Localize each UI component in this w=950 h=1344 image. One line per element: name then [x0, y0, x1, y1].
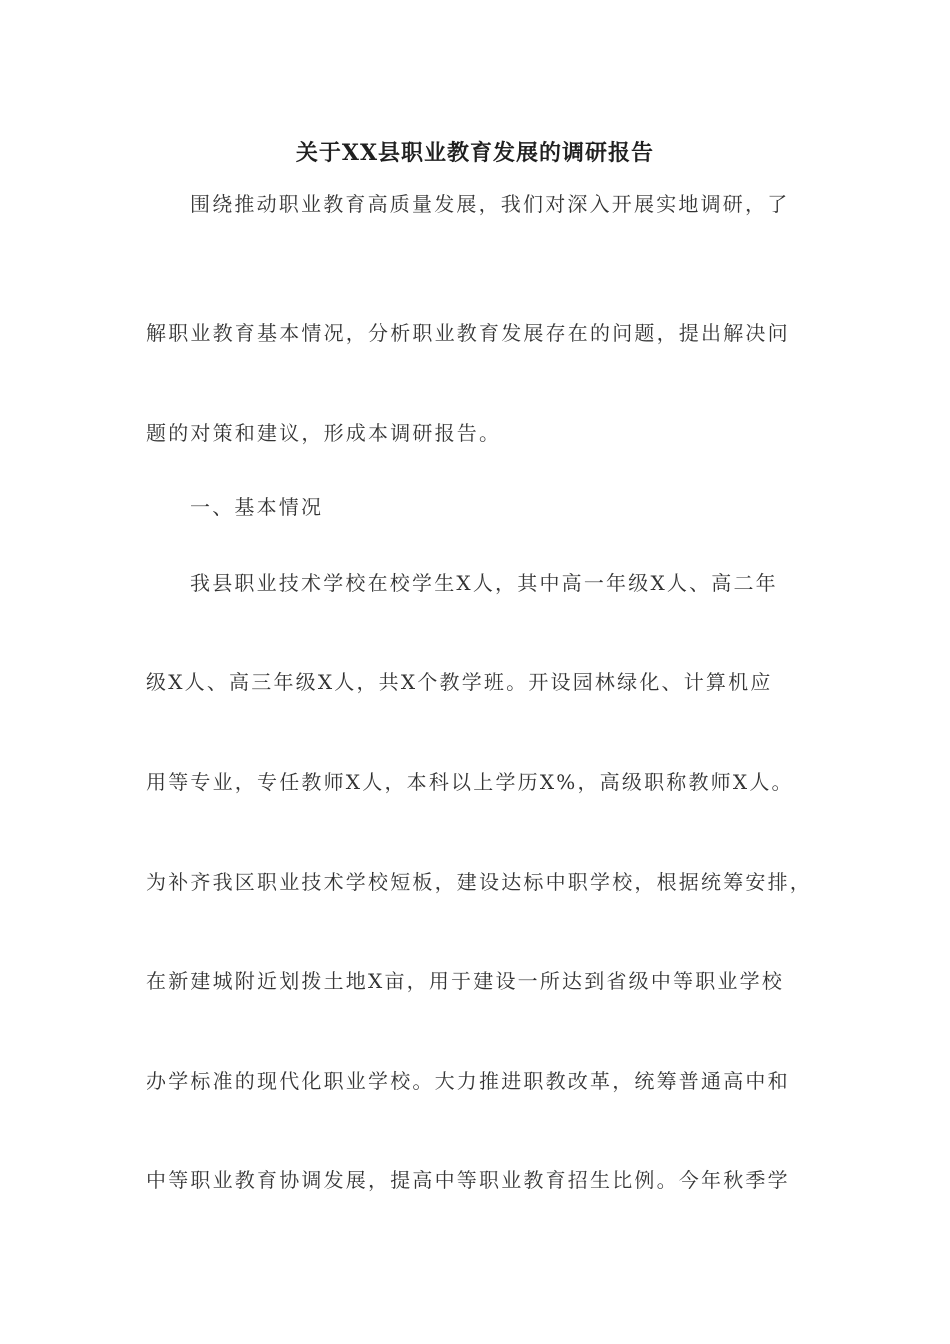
paragraph-line: 我县职业技术学校在校学生X人，其中高一年级X人、高二年 — [190, 571, 778, 595]
paragraph-line: 在新建城附近划拨土地X亩，用于建设一所达到省级中等职业学校 — [146, 969, 785, 993]
paragraph-line: 中等职业教育协调发展，提高中等职业教育招生比例。今年秋季学 — [146, 1168, 790, 1192]
paragraph-line: 办学标准的现代化职业学校。大力推进职教改革，统筹普通高中和 — [146, 1069, 790, 1093]
paragraph-line: 题的对策和建议，形成本调研报告。 — [146, 421, 502, 445]
paragraph-line: 级X人、高三年级X人，共X个教学班。开设园林绿化、计算机应 — [146, 670, 773, 694]
paragraph-line: 为补齐我区职业技术学校短板，建设达标中职学校，根据统筹安排， — [146, 870, 812, 894]
paragraph-line: 围绕推动职业教育高质量发展，我们对深入开展实地调研，了 — [190, 192, 790, 216]
paragraph-line: 用等专业，专任教师X人，本科以上学历X%，高级职称教师X人。 — [146, 770, 794, 794]
section-heading: 一、基本情况 — [190, 495, 324, 519]
document-title: 关于XX县职业教育发展的调研报告 — [295, 140, 655, 166]
paragraph-line: 解职业教育基本情况，分析职业教育发展存在的问题，提出解决问 — [146, 321, 790, 345]
